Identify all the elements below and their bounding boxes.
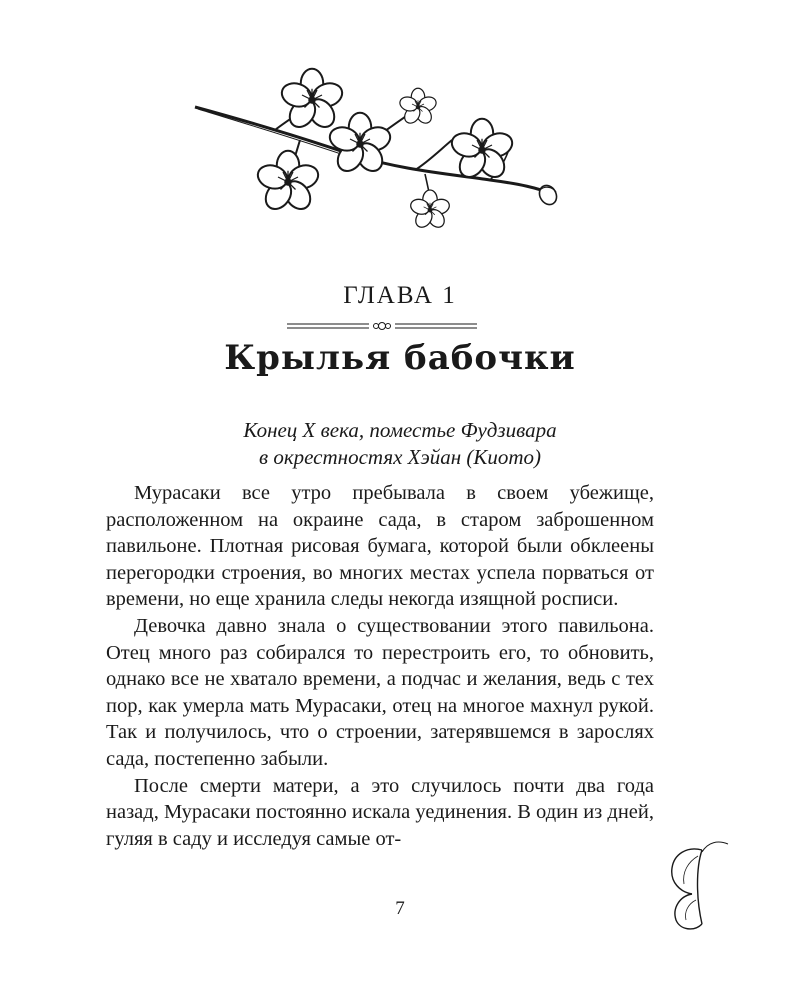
paragraph-1: Мурасаки все утро пребывала в своем убежище, расположенном на окраине сада, в старом заброшенном павильоне. Плотная рисовая бумага, которой были обклеены перегородки строения, во многих местах успела порваться от времени, но еще хранила следы некогда изящной росписи. (106, 482, 654, 611)
body-text (106, 480, 654, 852)
divider-ornament-icon (287, 318, 477, 334)
chapter-title: Крылья бабочки (224, 338, 576, 378)
epigraph-line-1: Конец X века, поместье Фудзивара (243, 418, 557, 442)
paragraph-3: После смерти матери, а это случилось почти два года назад, Мурасаки постоянно искала уединения. В один из дней, гуляя в саду и исследуя самые от- (106, 774, 654, 850)
epigraph (0, 417, 800, 471)
chapter-label: ГЛАВА 1 (343, 282, 457, 309)
epigraph-line-2: в окрестностях Хэйан (Киото) (258, 445, 542, 469)
paragraph-2: Девочка давно знала о существовании этого павильона. Отец много раз собирался то перестроить его, то обновить, однако все не хватало времени, а подчас и желания, ведь с тех пор, как умерла мать Мурасаки, отец на многое махнул рукой. Так и получилось, что о строении, затерявшемся в зарослях сада, постепенно забыли. (106, 614, 654, 770)
page-number: 7 (395, 898, 405, 919)
butterfly-icon (662, 838, 742, 934)
cherry-blossom-branch-icon (190, 62, 580, 232)
